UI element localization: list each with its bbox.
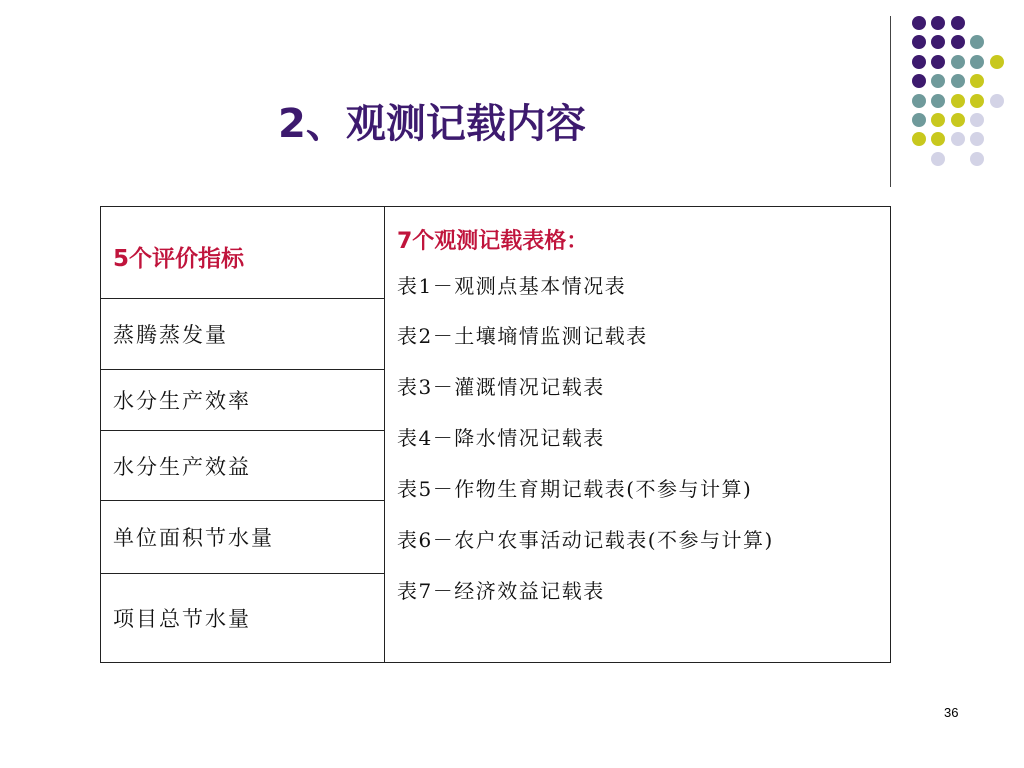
decorative-dot bbox=[951, 74, 965, 88]
decorative-dot bbox=[970, 132, 984, 146]
decorative-dot bbox=[951, 113, 965, 127]
decorative-dot bbox=[912, 16, 926, 30]
decorative-dot bbox=[912, 74, 926, 88]
decorative-dot bbox=[970, 94, 984, 108]
decorative-dot bbox=[931, 55, 945, 69]
decorative-dot bbox=[912, 132, 926, 146]
page-number: 36 bbox=[944, 705, 959, 720]
slide-title: 2、观测记载内容 bbox=[278, 101, 586, 147]
decorative-dot bbox=[990, 94, 1004, 108]
indicator-item: 项目总节水量 bbox=[113, 607, 251, 631]
form-list-item: 表3－灌溉情况记载表 bbox=[397, 375, 605, 399]
decorative-dot bbox=[951, 132, 965, 146]
decorative-dot bbox=[931, 35, 945, 49]
observation-forms-column bbox=[385, 207, 890, 662]
decorative-divider-line bbox=[890, 16, 891, 187]
form-list-item: 表1－观测点基本情况表 bbox=[397, 274, 627, 298]
form-list-item: 表4－降水情况记载表 bbox=[397, 426, 605, 450]
decorative-dot bbox=[970, 152, 984, 166]
decorative-dot bbox=[931, 74, 945, 88]
forms-heading: 7个观测记载表格： bbox=[397, 229, 589, 254]
form-list-item: 表5－作物生育期记载表(不参与计算) bbox=[397, 477, 753, 501]
form-list-item: 表2－土壤墒情监测记载表 bbox=[397, 324, 648, 348]
content-table bbox=[100, 206, 891, 663]
decorative-dot bbox=[951, 94, 965, 108]
decorative-dot bbox=[970, 35, 984, 49]
indicator-item: 单位面积节水量 bbox=[101, 501, 384, 574]
decorative-dot bbox=[951, 16, 965, 30]
decorative-dot bbox=[912, 94, 926, 108]
decorative-dot bbox=[931, 152, 945, 166]
indicator-item: 水分生产效益 bbox=[101, 431, 384, 501]
form-list-item: 表6－农户农事活动记载表(不参与计算) bbox=[397, 528, 774, 552]
decorative-dot bbox=[931, 16, 945, 30]
decorative-dot bbox=[970, 74, 984, 88]
decorative-dot bbox=[970, 55, 984, 69]
form-list-item: 表7－经济效益记载表 bbox=[397, 579, 605, 603]
decorative-dot bbox=[912, 113, 926, 127]
decorative-dot bbox=[931, 94, 945, 108]
indicator-item: 蒸腾蒸发量 bbox=[101, 299, 384, 370]
decorative-dot bbox=[970, 113, 984, 127]
indicator-item: 水分生产效率 bbox=[101, 370, 384, 431]
decorative-dot bbox=[912, 55, 926, 69]
decorative-dot bbox=[931, 132, 945, 146]
indicators-header: 5个评价指标 bbox=[101, 207, 384, 299]
decorative-dot bbox=[912, 35, 926, 49]
evaluation-indicators-column bbox=[101, 207, 385, 662]
forms-list bbox=[397, 269, 890, 617]
decorative-dot bbox=[931, 113, 945, 127]
decorative-dot bbox=[990, 55, 1004, 69]
decorative-dot bbox=[951, 35, 965, 49]
decorative-dot bbox=[951, 55, 965, 69]
